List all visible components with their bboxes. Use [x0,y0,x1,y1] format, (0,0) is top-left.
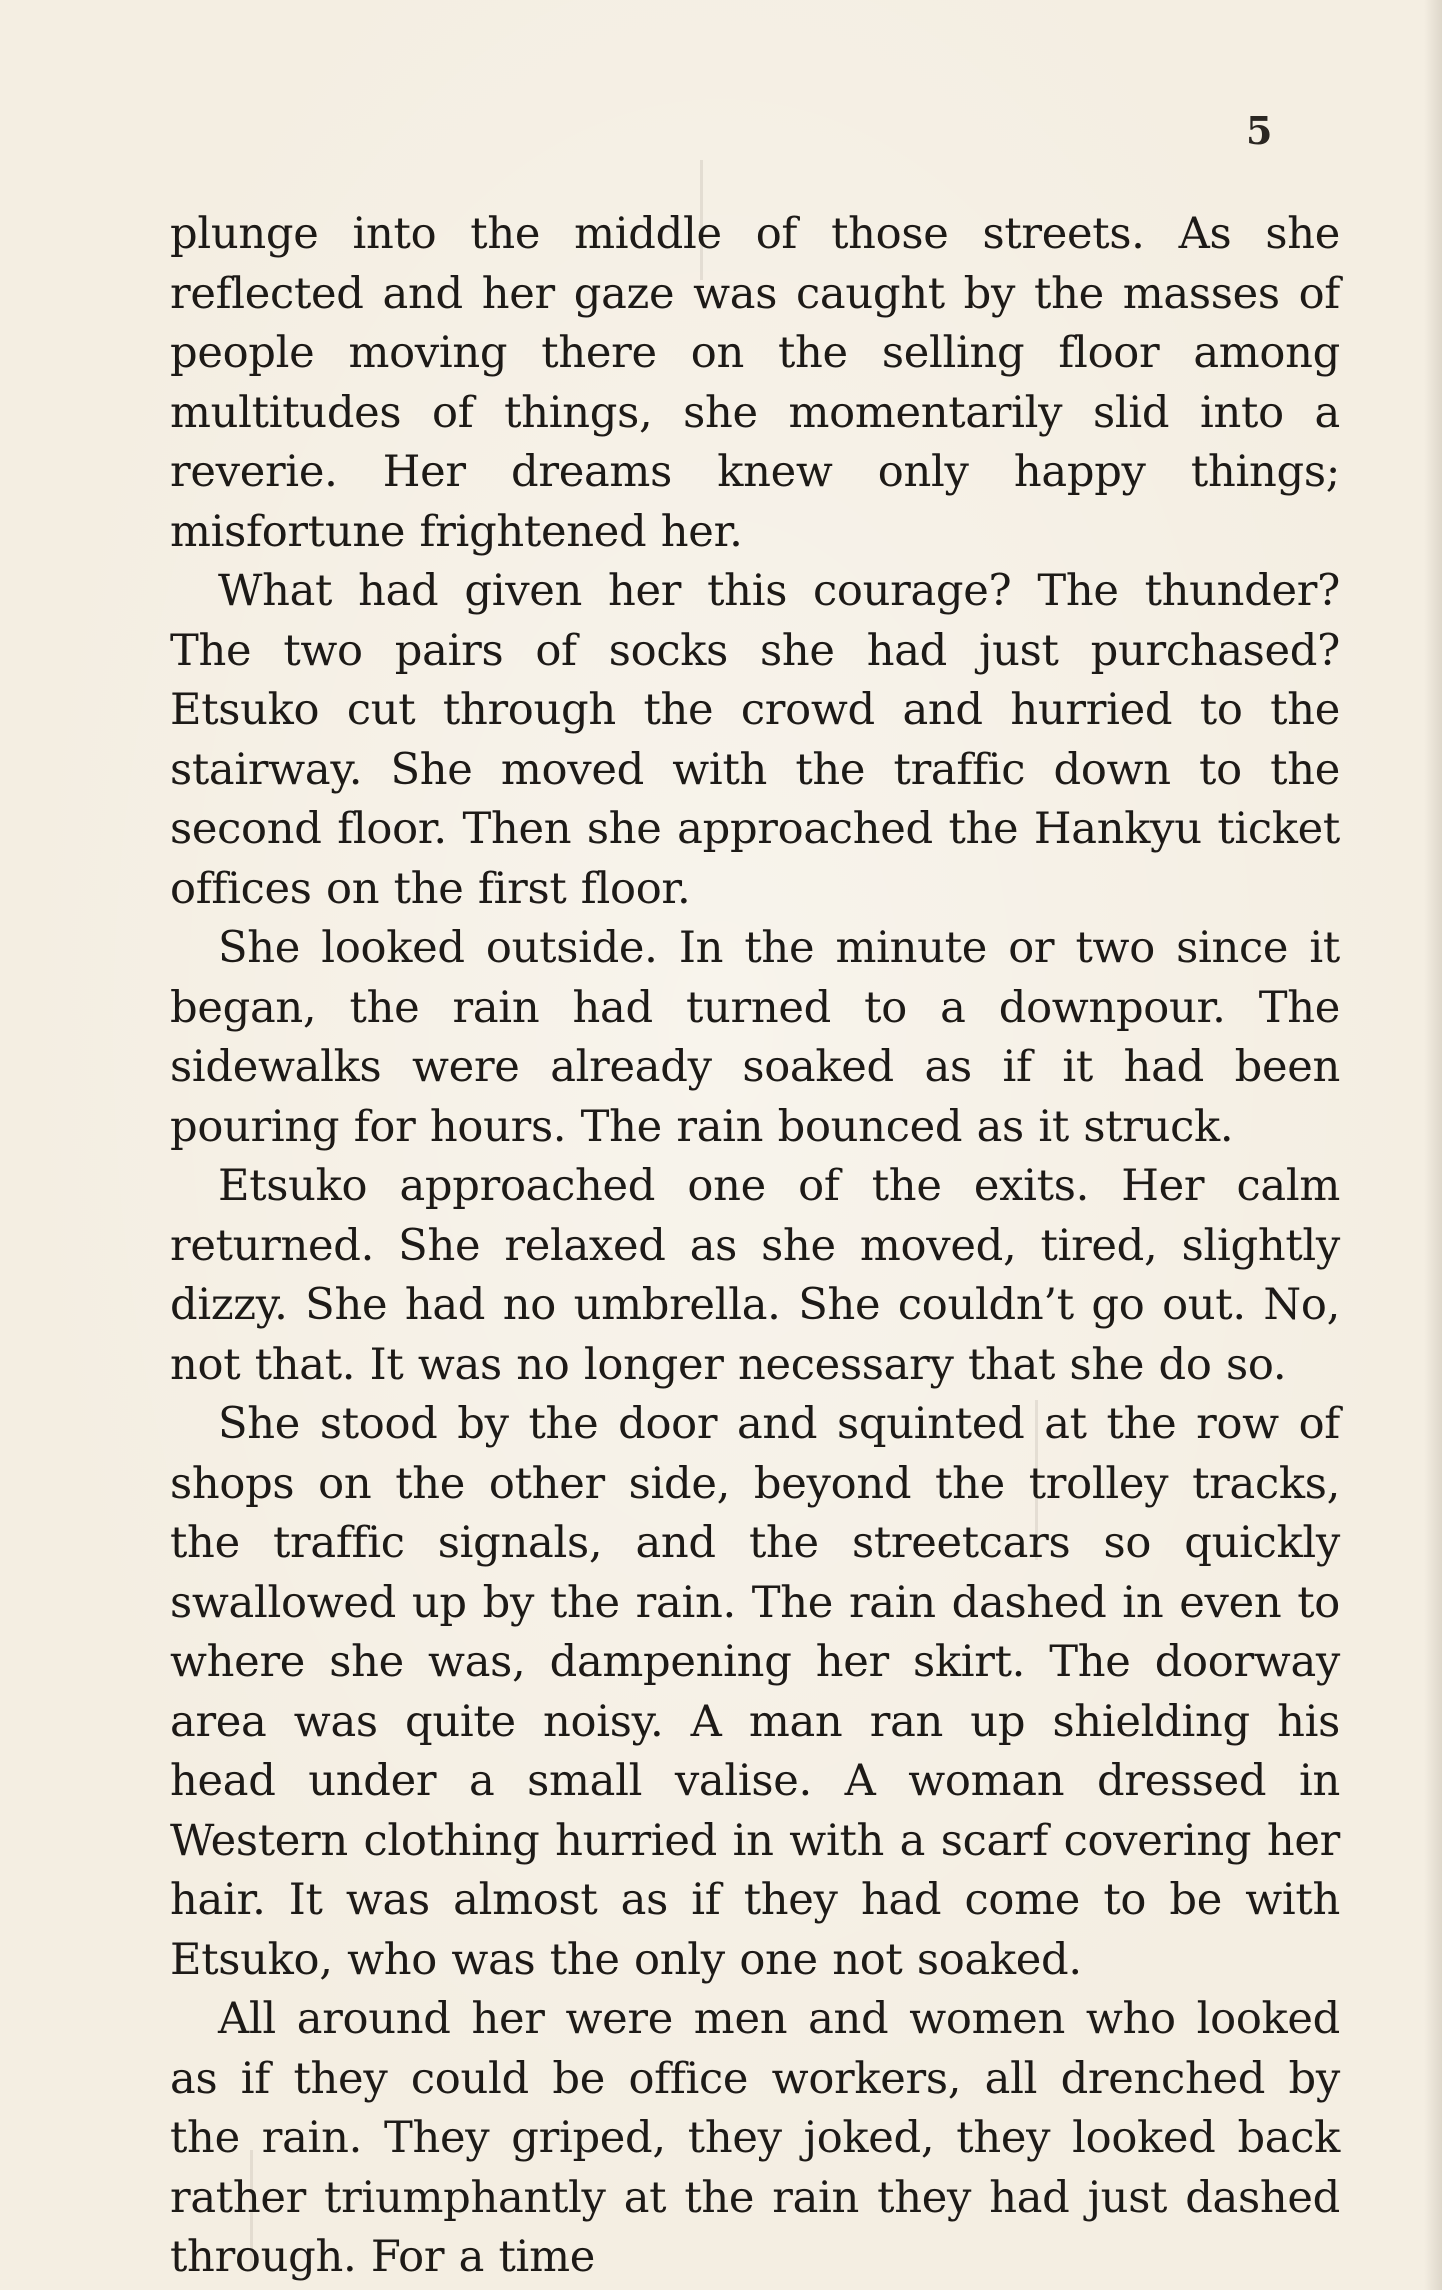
page-edge-shadow [1424,0,1442,2290]
paragraph: She looked outside. In the minute or two since it began, the rain had turned to a downpour. The sidewalks were already soaked as if it had been pouring for hours. The rain bounced as it struck. [170,923,1340,1152]
paragraph: plunge into the middle of those streets. As she reflected and her gaze was caught by the masses of people moving there on the selling floor among multitudes of things, she momentarily slid into a reverie. Her dreams knew only happy things; misfortune frightened her. [170,209,1340,557]
paragraph: She stood by the door and squinted at the row of shops on the other side, beyond the trolley tracks, the traffic signals, and the streetcars so quickly swallowed up by the rain. The rain dashed in even to where she was, dampening her skirt. The doorway area was quite noisy. A man ran up shielding his head under a small valise. A woman dressed in Western clothing hurried in with a scarf covering her hair. It was almost as if they had come to be with Etsuko, who was the only one not soaked. [170,1399,1340,1985]
page-number: 5 [1246,108,1273,153]
body-text [170,205,1340,2288]
paragraph: All around her were men and women who looked as if they could be office workers, all drenched by the rain. They griped, they joked, they looked back rather triumphantly at the rain they had just dashed through. For a time [170,1994,1340,2282]
paragraph: Etsuko approached one of the exits. Her calm returned. She relaxed as she moved, tired, slightly dizzy. She had no umbrella. She couldn’t go out. No, not that. It was no longer necessary that she do so. [170,1161,1340,1390]
paragraph: What had given her this courage? The thunder? The two pairs of socks she had just purchased? Etsuko cut through the crowd and hurried to the stairway. She moved with the traffic down to the second floor. Then she approached the Hankyu ticket offices on the first floor. [170,566,1340,914]
